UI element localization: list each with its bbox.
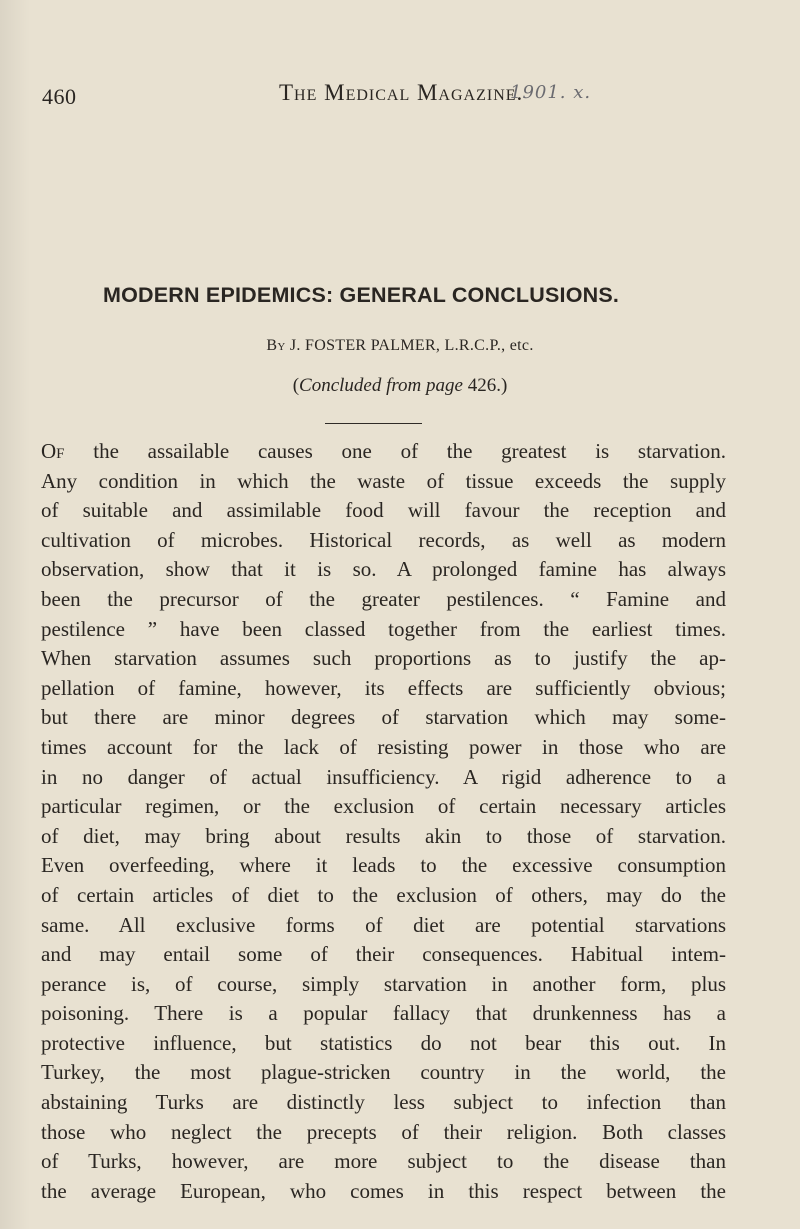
handwritten-annotation: 1901. x.	[510, 82, 592, 103]
continued-page: 426.	[467, 375, 501, 396]
page-number: 460	[42, 84, 77, 109]
body-line: times account for the lack of resisting power in those who are	[41, 734, 726, 759]
body-line: in no danger of actual insufficiency. A rigid adherence to a	[41, 764, 726, 789]
body-line: observation, show that it is so. A prolonged famine has always	[41, 557, 726, 582]
body-line: been the precursor of the greater pestilences. “ Famine and	[41, 586, 726, 611]
body-line: Turkey, the most plague-stricken country in the world, the	[41, 1060, 726, 1085]
body-line: perance is, of course, simply starvation in another form, plus	[41, 971, 726, 996]
body-line: those who neglect the precepts of their religion. Both classes	[41, 1119, 726, 1144]
body-line: Any condition in which the waste of tissue exceeds the supply	[41, 468, 726, 493]
opening-word: Of	[41, 439, 65, 463]
body-line: cultivation of microbes. Historical records, as well as modern	[41, 527, 726, 552]
body-line: same. All exclusive forms of diet are potential starvations	[41, 912, 726, 937]
body-line: particular regimen, or the exclusion of certain necessary articles	[41, 794, 726, 819]
body-line: of Turks, however, are more subject to the disease than	[41, 1149, 726, 1174]
body-line: and may entail some of their consequences. Habitual intem-	[41, 942, 726, 967]
body-line: of certain articles of diet to the exclusion of others, may do the	[41, 882, 726, 907]
body-line: Of the assailable causes one of the greatest is starvation.	[41, 439, 726, 463]
body-line: pellation of famine, however, its effects are sufficiently obvious;	[41, 675, 726, 700]
body-line: of diet, may bring about results akin to those of starvation.	[41, 823, 726, 848]
body-line: but there are minor degrees of starvation which may some-	[41, 705, 726, 730]
body-line: poisoning. There is a popular fallacy that drunkenness has a	[41, 1001, 726, 1026]
byline	[0, 337, 800, 355]
divider-rule	[325, 423, 422, 424]
continued-note	[0, 375, 800, 397]
body-line: When starvation assumes such proportions as to justify the ap-	[41, 646, 726, 671]
article-title: MODERN EPIDEMICS: GENERAL CONCLUSIONS.	[103, 283, 620, 307]
continued-close: )	[500, 375, 508, 396]
body-line: pestilence ” have been classed together from the earliest times.	[41, 616, 726, 641]
byline-prefix: By	[266, 337, 286, 354]
article-body	[41, 437, 726, 1206]
body-line: protective influence, but statistics do not bear this out. In	[41, 1030, 726, 1055]
body-line: Even overfeeding, where it leads to the excessive consumption	[41, 853, 726, 878]
body-line: of suitable and assimilable food will favour the reception and	[41, 498, 726, 523]
running-head: The Medical Magazine.	[279, 80, 524, 105]
body-line: the average European, who comes in this respect between the	[41, 1178, 726, 1203]
body-line: abstaining Turks are distinctly less subject to infection than	[41, 1090, 726, 1115]
continued-italic: Concluded from page	[299, 375, 463, 396]
byline-author: J. FOSTER PALMER, L.R.C.P., etc.	[289, 337, 534, 354]
continued-open: (	[292, 375, 300, 396]
